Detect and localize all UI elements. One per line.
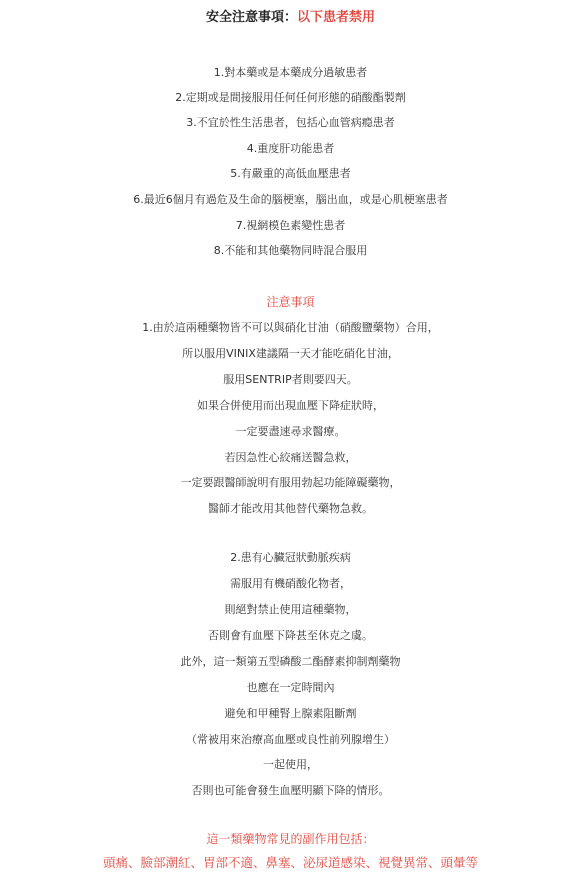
side-effects-list: 頭痛、臉部潮紅、胃部不適、鼻塞、泌尿道感染、視覺異常、頭暈等 xyxy=(102,855,478,870)
note-line: 避免和甲種腎上腺素阻斷劑 xyxy=(224,707,357,720)
note-line: （常被用來治療高血壓或良性前列腺增生） xyxy=(186,733,395,746)
list-item: 3.不宜於性生活患者，包括心血管病瘾患者 xyxy=(186,116,395,129)
note-line: 2.患有心臟冠狀動脈疾病 xyxy=(230,551,351,564)
note-line: 所以服用VINIX建議隔一天才能吃硝化甘油， xyxy=(182,347,399,360)
notes-heading: 注意事項 xyxy=(266,295,315,309)
list-item: 4.重度肝功能患者 xyxy=(246,142,335,155)
list-item: 2.定期或是間接服用任何任何形態的硝酸酯製劑 xyxy=(175,91,406,104)
note-line: 如果合併使用而出現血壓下降症狀時， xyxy=(197,399,384,412)
list-item: 5.有嚴重的高低血壓患者 xyxy=(230,167,351,180)
note-line: 一起使用， xyxy=(263,758,318,771)
note-line: 一定要跟醫師說明有服用勃起功能障礙藥物， xyxy=(180,476,401,489)
note-line: 則絕對禁止使用這種藥物， xyxy=(224,603,357,616)
note-line: 1.由於這兩種藥物皆不可以與硝化甘油（硝酸鹽藥物）合用， xyxy=(142,321,439,334)
note-line: 也應在一定時間內 xyxy=(246,681,335,694)
note-line: 此外，這一類第五型磷酸二酯酵素抑制劑藥物 xyxy=(180,655,401,668)
note-line: 醫師才能改用其他替代藥物急救。 xyxy=(208,502,373,515)
note-line: 否則也可能會發生血壓明顯下降的情形。 xyxy=(191,784,390,797)
list-item: 7.視網模色素變性患者 xyxy=(235,219,346,232)
note-line: 若因急性心絞痛送醫急救， xyxy=(224,451,357,464)
title-highlight: 以下患者禁用 xyxy=(297,10,376,25)
title-prefix: 安全注意事項： xyxy=(205,10,297,25)
note-line: 需服用有機硝酸化物者， xyxy=(230,577,351,590)
note-line: 一定要盡速尋求醫療。 xyxy=(235,425,346,438)
list-item: 1.對本藥或是本藥成分過敏患者 xyxy=(213,66,368,79)
list-item: 8.不能和其他藥物同時混合服用 xyxy=(213,244,368,257)
page-title xyxy=(0,10,581,26)
note-line: 服用SENTRIP者則要四天。 xyxy=(223,373,358,386)
note-line: 否則會有血壓下降甚至休克之虞。 xyxy=(208,629,373,642)
side-effects-heading: 這一類藥物常見的副作用包括： xyxy=(206,832,375,846)
list-item: 6.最近6個月有過危及生命的腦梗塞，腦出血，或是心肌梗塞患者 xyxy=(133,193,448,206)
